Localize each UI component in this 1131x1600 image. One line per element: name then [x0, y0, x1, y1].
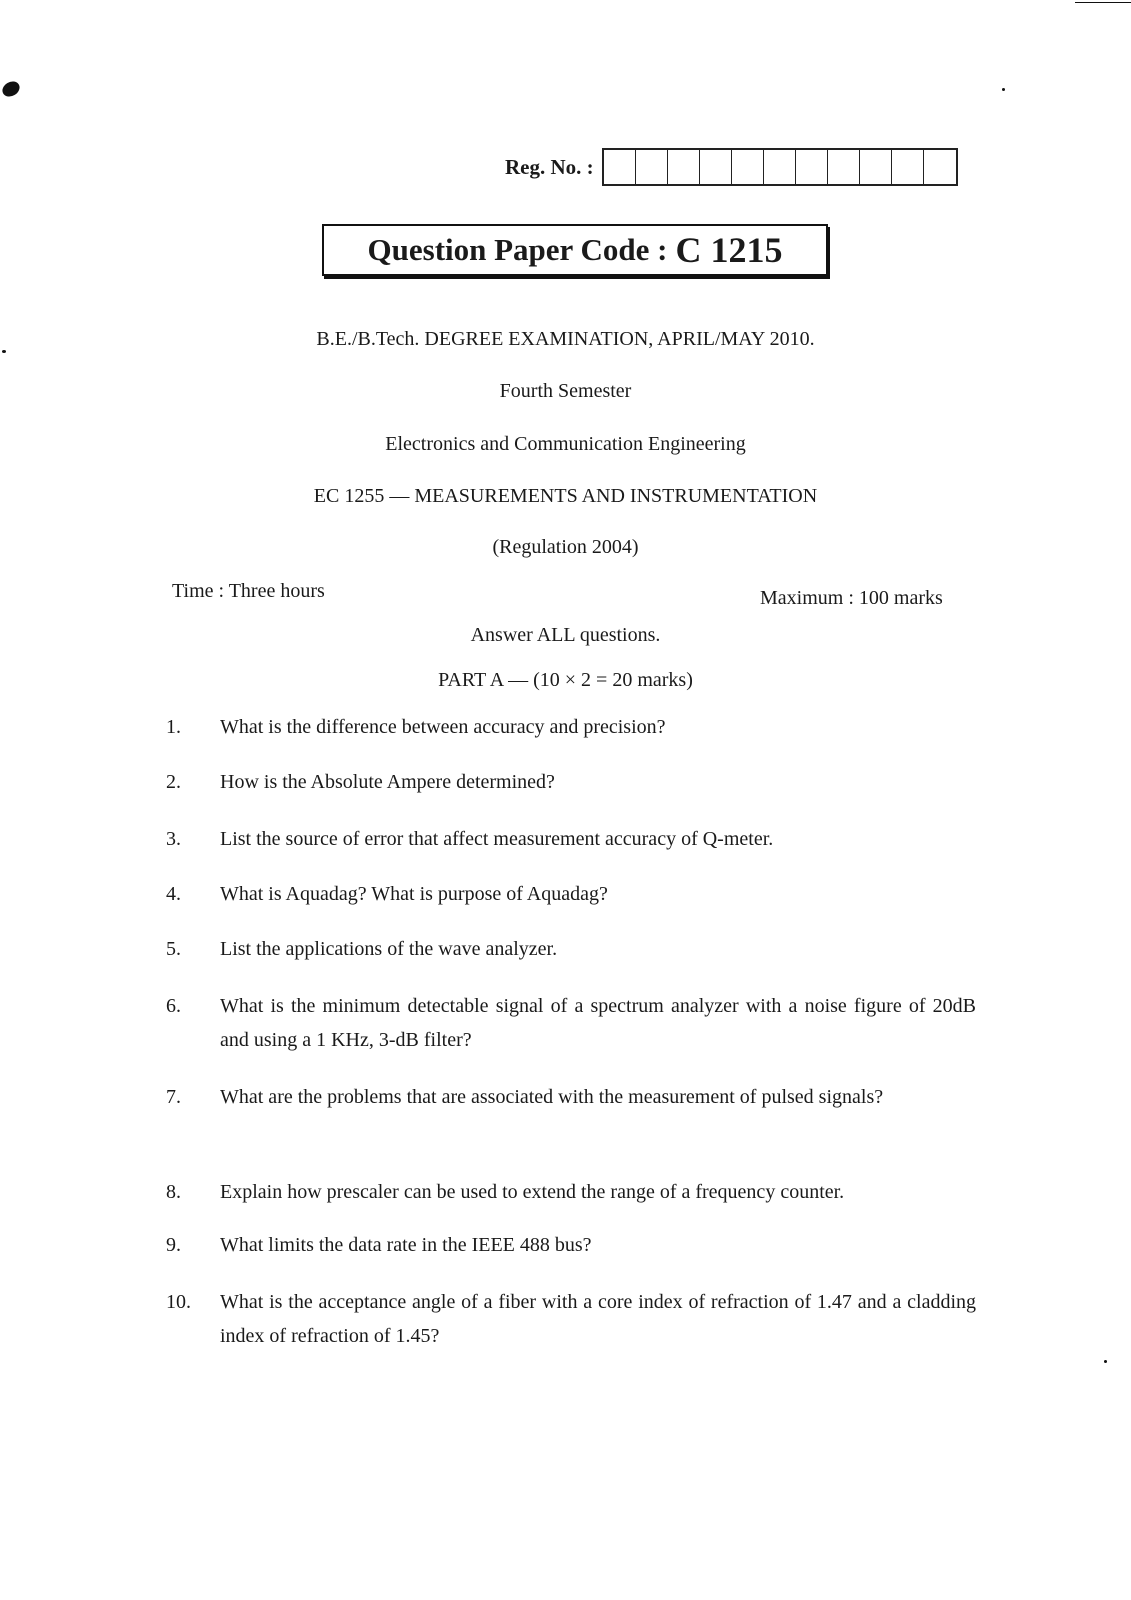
scan-dot — [1002, 88, 1005, 91]
question-paper-code — [322, 224, 828, 276]
maximum-marks: Maximum : 100 marks — [760, 587, 943, 609]
question-number: 5. — [166, 938, 181, 960]
regulation: (Regulation 2004) — [492, 536, 639, 558]
reg-no-box[interactable] — [732, 150, 764, 184]
reg-no-box[interactable] — [636, 150, 668, 184]
question-number: 2. — [166, 771, 181, 793]
question-text: What is the difference between accuracy and precision? — [220, 716, 666, 738]
question-item — [166, 1080, 976, 1114]
reg-no-box[interactable] — [700, 150, 732, 184]
code-label: Question Paper Code : — [367, 232, 668, 267]
question-number: 8. — [166, 1181, 181, 1203]
question-text: What limits the data rate in the IEEE 488 bus? — [220, 1234, 592, 1256]
reg-no-box[interactable] — [796, 150, 828, 184]
question-text: What is the minimum detectable signal of a spectrum analyzer with a noise figure of 20dB and using a 1 KHz, 3-dB filter? — [220, 995, 976, 1051]
code-value: C 1215 — [675, 230, 783, 270]
question-item — [166, 1285, 976, 1353]
question-text: List the applications of the wave analyzer. — [220, 938, 558, 960]
question-text: Explain how prescaler can be used to extend the range of a frequency counter. — [220, 1181, 845, 1203]
question-text: What is the acceptance angle of a fiber with a core index of refraction of 1.47 and a cladding index of refraction of 1.45? — [220, 1291, 976, 1347]
instruction: Answer ALL questions. — [470, 624, 661, 646]
reg-no-box[interactable] — [604, 150, 636, 184]
reg-no-label: Reg. No. : — [505, 154, 594, 179]
reg-no-box[interactable] — [828, 150, 860, 184]
question-number: 7. — [166, 1086, 181, 1108]
exam-title: B.E./B.Tech. DEGREE EXAMINATION, APRIL/MAY 2010. — [316, 328, 815, 350]
question-number: 3. — [166, 828, 181, 850]
question-item — [166, 765, 976, 799]
scan-mark — [0, 78, 22, 99]
department: Electronics and Communication Engineering — [385, 433, 746, 455]
question-text: List the source of error that affect measurement accuracy of Q-meter. — [220, 828, 774, 850]
question-text: How is the Absolute Ampere determined? — [220, 771, 555, 793]
reg-no-box[interactable] — [892, 150, 924, 184]
reg-no-box[interactable] — [860, 150, 892, 184]
question-number: 6. — [166, 995, 181, 1017]
question-item — [166, 822, 976, 856]
question-item — [166, 710, 976, 744]
question-number: 4. — [166, 883, 181, 905]
scan-dot — [1104, 1360, 1107, 1363]
scan-line — [1075, 2, 1131, 3]
question-item — [166, 877, 976, 911]
part-heading: PART A — (10 × 2 = 20 marks) — [438, 669, 693, 691]
question-item — [166, 1175, 976, 1209]
question-number: 9. — [166, 1234, 181, 1256]
question-text: What are the problems that are associated with the measurement of pulsed signals? — [220, 1086, 884, 1108]
course-title: EC 1255 — MEASUREMENTS AND INSTRUMENTATION — [313, 485, 818, 507]
reg-no-box[interactable] — [668, 150, 700, 184]
reg-no-boxes — [602, 148, 958, 186]
question-number: 10. — [166, 1291, 191, 1313]
reg-no — [505, 148, 958, 186]
question-number: 1. — [166, 716, 181, 738]
time-allowed: Time : Three hours — [172, 580, 325, 602]
semester: Fourth Semester — [499, 380, 632, 402]
reg-no-box[interactable] — [924, 150, 956, 184]
question-text: What is Aquadag? What is purpose of Aquadag? — [220, 883, 608, 905]
question-item — [166, 989, 976, 1057]
question-item — [166, 932, 976, 966]
question-item — [166, 1228, 976, 1262]
reg-no-box[interactable] — [764, 150, 796, 184]
